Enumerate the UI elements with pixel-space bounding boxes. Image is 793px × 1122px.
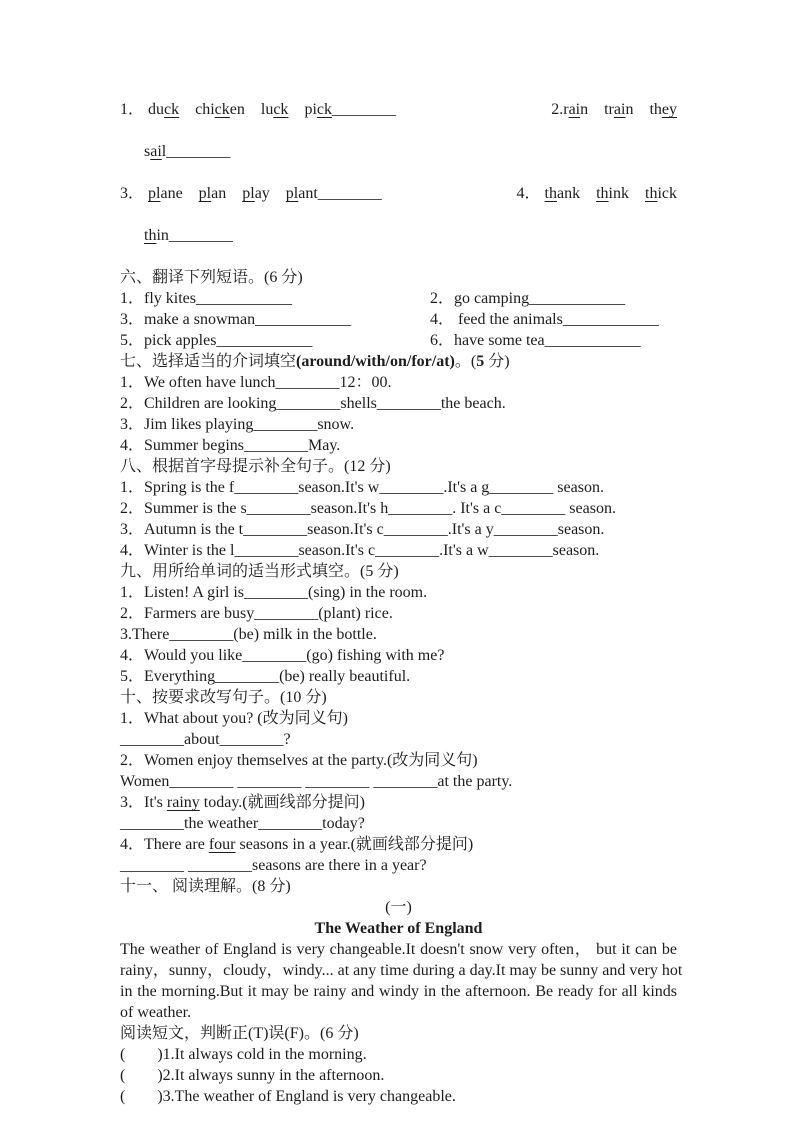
section-phonics [120,99,677,267]
section-10-item-2: 2．Women enjoy themselves at the party.(改为同义句) [120,752,478,769]
section-9-item-3: 3.There________(be) milk in the bottle. [120,626,377,643]
phonics-line-1 [120,99,677,120]
passage-line-3: in the morning.But it may be rainy and windy in the afternoon. Be ready for all kinds [120,983,677,1000]
phonics-item-1: 1． duck chicken luck pick________ [120,101,396,118]
section-7-prepositions [120,351,677,456]
section-6-translation [120,267,677,351]
section-9-word-forms [120,561,677,687]
section-9-item-4: 4．Would you like________(go) fishing with me? [120,647,445,664]
section-10-title: 十、按要求改写句子。(10 分) [120,689,327,706]
section-11-title: 十一、 阅读理解。(8 分) [120,878,291,895]
phonics-line-4 [120,204,677,267]
section-7-title: 七、选择适当的介词填空(around/with/on/for/at)。(5 分) [120,353,510,370]
section-10-item-4-answer: ________ ________seasons are there in a year? [120,857,427,874]
section-7-item-3: 3．Jim likes playing________snow. [120,416,355,433]
passage-line-1: The weather of England is very changeable.It doesn't snow very often， but it can be [120,941,677,958]
section-10-item-1-answer: ________about________? [120,731,291,748]
phonics-item-4: 4． thank think thick [516,185,677,202]
section-10-item-2-answer: Women________ ________ ________ ________at the party. [120,773,513,790]
section-9-item-2: 2．Farmers are busy________(plant) rice. [120,605,393,622]
section-7-item-2: 2．Children are looking________shells________the beach. [120,395,506,412]
page-content [120,99,683,1107]
tf-item-2: ( )2.It always sunny in the afternoon. [120,1067,385,1084]
phonics-item-3: 3． plane plan play plant________ [120,185,382,202]
section-9-item-5: 5．Everything________(be) really beautiful. [120,668,411,685]
section-7-item-4: 4．Summer begins________May. [120,437,341,454]
section-9-title: 九、用所给单词的适当形式填空。(5 分) [120,563,399,580]
section-6-item-6: 6．have some tea____________ [430,332,641,349]
tf-instruction: 阅读短文，判断正(T)误(F)。(6 分) [120,1025,359,1042]
passage-part-label: (一) [385,899,412,916]
phonics-line-3 [120,183,677,204]
section-10-rewrite [120,687,677,876]
section-10-item-1: 1．What about you? (改为同义句) [120,710,348,727]
phonics-item-4-continuation: thin________ [144,227,233,244]
section-8-item-3: 3．Autumn is the t________season.It's c________.It's a y________season. [120,521,605,538]
passage-title: The Weather of England [314,920,483,937]
section-6-item-1: 1．fly kites____________ [120,290,292,307]
tf-item-1: ( )1.It always cold in the morning. [120,1046,367,1063]
tf-item-3: ( )3.The weather of England is very changeable. [120,1088,456,1105]
section-10-item-3-answer: ________the weather________today? [120,815,365,832]
section-6-items [120,288,677,351]
section-10-item-4: 4．There are four seasons in a year.(就画线部分提问) [120,836,474,853]
section-8-title: 八、根据首字母提示补全句子。(12 分) [120,458,391,475]
section-6-item-2: 2．go camping____________ [430,290,626,307]
section-6-title: 六、翻译下列短语。(6 分) [120,269,303,286]
section-9-item-1: 1．Listen! A girl is________(sing) in the room. [120,584,428,601]
passage-line-2: rainy，sunny，cloudy，windy... at any time during a day.It may be sunny and very hot [120,962,683,979]
passage-line-4: of weather. [120,1004,192,1021]
section-8-item-4: 4．Winter is the l________season.It's c________.It's a w________season. [120,542,600,559]
section-10-item-3: 3．It's rainy today.(就画线部分提问) [120,794,365,811]
section-6-item-3: 3．make a snowman____________ [120,311,352,328]
section-8-item-1: 1．Spring is the f________season.It's w________.It's a g________ season. [120,479,604,496]
phonics-item-2-continuation: sail________ [144,143,231,160]
section-6-item-5: 5．pick apples____________ [120,332,313,349]
section-11-reading [120,876,683,1107]
section-8-first-letter [120,456,677,561]
section-6-item-4: 4． feed the animals____________ [430,311,659,328]
phonics-item-2: 2.rain train they [551,101,677,118]
section-8-item-2: 2．Summer is the s________season.It's h________. It's a c________ season. [120,500,616,517]
section-7-item-1: 1．We often have lunch________12：00. [120,374,392,391]
phonics-line-2 [120,120,677,183]
